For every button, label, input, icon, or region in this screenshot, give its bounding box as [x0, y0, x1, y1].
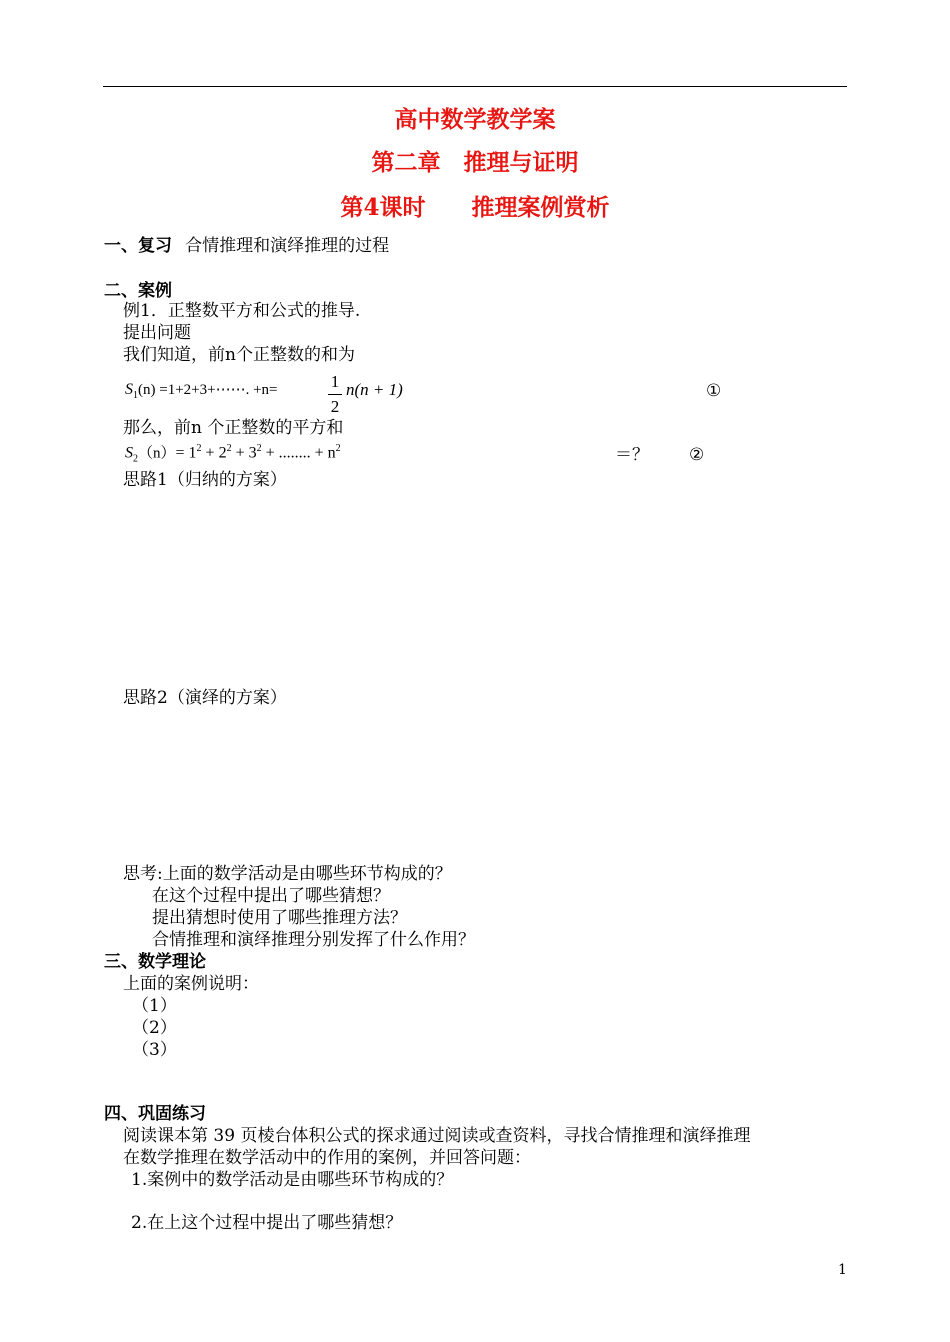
idea-1: 思路1（归纳的方案）	[123, 470, 287, 490]
think-line-4: 合情推理和演绎推理分别发挥了什么作用？	[152, 930, 475, 950]
fraction-denominator: 2	[330, 397, 340, 416]
eq2-paren: （n）	[138, 445, 176, 462]
raise-question: 提出问题	[123, 323, 191, 343]
eq2-pow-n: 2	[335, 443, 341, 454]
idea-2: 思路2（演绎的方案）	[123, 688, 287, 708]
square-sum-text: 那么，前n 个正整数的平方和	[123, 418, 344, 438]
main-title: 高中数学教学案	[394, 106, 556, 133]
eq2-term-3: + 3	[231, 444, 257, 462]
section-review-text: 合情推理和演绎推理的过程	[185, 236, 390, 256]
think-line-2: 在这个过程中提出了哪些猜想？	[152, 886, 390, 906]
example-1: 例1．正整数平方和公式的推导.	[123, 301, 361, 321]
equation-1-fraction	[328, 372, 342, 417]
think-line-3: 提出猜想时使用了哪些推理方法？	[152, 908, 407, 928]
think-line-1: 思考:上面的数学活动是由哪些环节构成的？	[123, 864, 452, 884]
theory-intro: 上面的案例说明：	[123, 974, 259, 994]
theory-item-3: （3）	[132, 1040, 177, 1060]
eq2-pow-3: 2	[256, 443, 262, 454]
practice-question-1: 1.案例中的数学活动是由哪些环节构成的？	[131, 1170, 454, 1190]
eq2-eq: = 1	[175, 444, 197, 462]
fraction-numerator: 1	[330, 372, 340, 391]
equation-1-lhs	[125, 382, 278, 401]
chapter-title: 第二章 推理与证明	[371, 149, 579, 176]
practice-paragraph-2: 在数学推理在数学活动中的作用的案例，并回答问题：	[123, 1148, 531, 1168]
page-number: 1	[838, 1262, 847, 1278]
theory-item-1: （1）	[132, 996, 177, 1016]
lesson-title: 第4课时 推理案例赏析	[340, 194, 610, 221]
eq2-dots: + ........ + n	[261, 444, 336, 462]
eq2-sub: 2	[133, 453, 138, 465]
eq2-s: S	[125, 444, 133, 462]
eq1-lhs-text: (n) =1+2+3+⋯⋯. +n=	[138, 382, 278, 398]
practice-question-2: 2.在上这个过程中提出了哪些猜想？	[131, 1213, 403, 1233]
section-review-heading: 一、复习	[104, 236, 172, 256]
section-practice-heading: 四、巩固练习	[104, 1104, 206, 1124]
equation-2	[125, 444, 341, 465]
equation-2-question: ＝？	[615, 445, 649, 465]
equation-1-marker: ①	[706, 381, 722, 401]
eq1-s: S	[125, 381, 133, 398]
header-rule	[103, 86, 847, 87]
fraction-bar	[328, 394, 342, 395]
eq2-pow-1: 2	[196, 443, 202, 454]
known-sum-text: 我们知道，前n个正整数的和为	[123, 345, 355, 365]
theory-item-2: （2）	[132, 1018, 177, 1038]
eq1-sub: 1	[133, 390, 138, 402]
eq2-term-2: + 2	[201, 444, 227, 462]
practice-paragraph-1: 阅读课本第 39 页棱台体积公式的探求通过阅读或查资料，寻找合情推理和演绎推理	[123, 1126, 751, 1146]
section-review	[104, 238, 389, 255]
eq2-pow-2: 2	[226, 443, 232, 454]
section-case-heading: 二、案例	[104, 281, 172, 301]
equation-2-marker: ②	[689, 445, 705, 465]
equation-1-rhs: n(n + 1)	[346, 380, 403, 399]
section-theory-heading: 三、数学理论	[104, 952, 206, 972]
